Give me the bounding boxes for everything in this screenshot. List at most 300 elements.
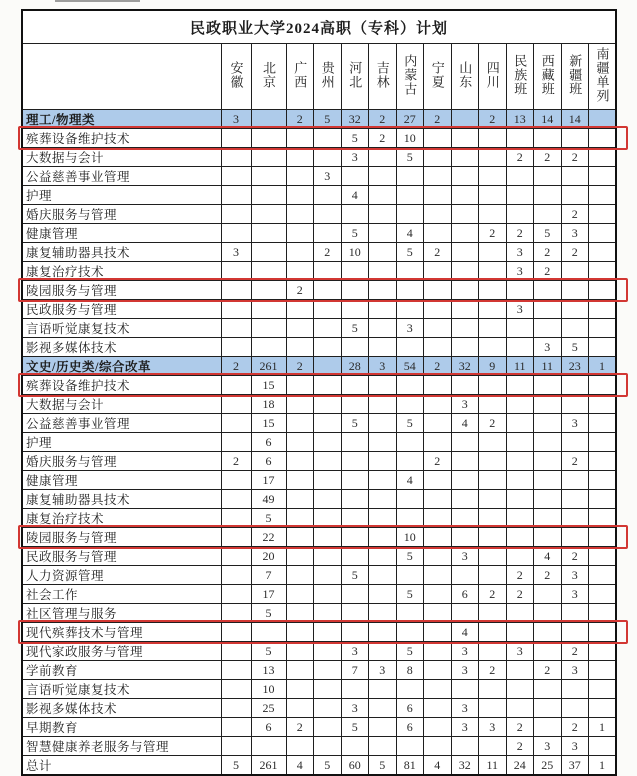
value-cell xyxy=(506,490,534,509)
value-cell: 3 xyxy=(341,148,369,167)
value-cell: 14 xyxy=(534,110,562,129)
value-cell: 18 xyxy=(251,395,286,414)
value-cell xyxy=(251,300,286,319)
value-cell xyxy=(479,338,507,357)
value-cell xyxy=(221,433,251,452)
value-cell xyxy=(561,167,589,186)
value-cell xyxy=(369,718,397,737)
value-cell xyxy=(534,699,562,718)
value-cell xyxy=(451,167,479,186)
value-cell: 4 xyxy=(424,756,452,776)
value-cell xyxy=(221,281,251,300)
row-label: 大数据与会计 xyxy=(22,148,221,167)
value-cell: 2 xyxy=(534,262,562,281)
table-title-row xyxy=(22,10,616,44)
table-row xyxy=(22,452,616,471)
value-cell xyxy=(506,376,534,395)
value-cell xyxy=(396,281,424,300)
value-cell xyxy=(424,205,452,224)
value-cell xyxy=(369,547,397,566)
value-cell: 5 xyxy=(561,338,589,357)
value-cell xyxy=(589,642,617,661)
row-label: 殡葬设备维护技术 xyxy=(22,376,221,395)
value-cell xyxy=(286,471,314,490)
value-cell xyxy=(506,471,534,490)
value-cell xyxy=(451,262,479,281)
column-header-text: 南疆单列 xyxy=(594,46,610,103)
value-cell: 2 xyxy=(561,718,589,737)
value-cell xyxy=(589,243,617,262)
value-cell xyxy=(589,547,617,566)
value-cell xyxy=(369,148,397,167)
value-cell xyxy=(424,376,452,395)
value-cell xyxy=(534,623,562,642)
value-cell xyxy=(534,300,562,319)
value-cell xyxy=(479,205,507,224)
value-cell: 6 xyxy=(251,718,286,737)
table-row xyxy=(22,661,616,680)
value-cell xyxy=(286,395,314,414)
value-cell xyxy=(589,661,617,680)
value-cell xyxy=(451,186,479,205)
value-cell xyxy=(424,395,452,414)
value-cell xyxy=(314,186,342,205)
value-cell xyxy=(589,376,617,395)
value-cell xyxy=(286,129,314,148)
value-cell xyxy=(286,680,314,699)
value-cell xyxy=(396,452,424,471)
value-cell xyxy=(589,148,617,167)
value-cell: 5 xyxy=(341,224,369,243)
value-cell xyxy=(424,547,452,566)
value-cell xyxy=(369,623,397,642)
table-row xyxy=(22,547,616,566)
value-cell xyxy=(369,490,397,509)
value-cell xyxy=(396,262,424,281)
value-cell: 5 xyxy=(251,509,286,528)
value-cell: 2 xyxy=(479,224,507,243)
value-cell: 5 xyxy=(396,243,424,262)
value-cell xyxy=(506,338,534,357)
table-row xyxy=(22,186,616,205)
value-cell xyxy=(221,642,251,661)
value-cell xyxy=(534,680,562,699)
value-cell xyxy=(561,509,589,528)
value-cell: 2 xyxy=(314,243,342,262)
value-cell xyxy=(286,433,314,452)
value-cell xyxy=(506,129,534,148)
value-cell xyxy=(286,186,314,205)
value-cell xyxy=(251,623,286,642)
value-cell xyxy=(221,224,251,243)
row-label: 总计 xyxy=(22,756,221,776)
row-label: 殡葬设备维护技术 xyxy=(22,129,221,148)
value-cell: 13 xyxy=(506,110,534,129)
value-cell xyxy=(479,433,507,452)
value-cell: 4 xyxy=(286,756,314,776)
value-cell xyxy=(221,148,251,167)
table-row xyxy=(22,585,616,604)
value-cell: 2 xyxy=(506,566,534,585)
value-cell xyxy=(369,167,397,186)
value-cell xyxy=(561,490,589,509)
value-cell xyxy=(286,623,314,642)
value-cell: 5 xyxy=(396,547,424,566)
value-cell: 5 xyxy=(534,224,562,243)
value-cell xyxy=(286,604,314,623)
value-cell: 5 xyxy=(221,756,251,776)
value-cell: 27 xyxy=(396,110,424,129)
value-cell: 2 xyxy=(561,205,589,224)
table-row xyxy=(22,642,616,661)
column-header xyxy=(396,44,424,110)
value-cell xyxy=(314,718,342,737)
value-cell: 5 xyxy=(341,718,369,737)
value-cell: 32 xyxy=(341,110,369,129)
value-cell xyxy=(341,452,369,471)
value-cell xyxy=(341,604,369,623)
value-cell: 5 xyxy=(396,148,424,167)
value-cell xyxy=(221,509,251,528)
value-cell xyxy=(396,604,424,623)
value-cell xyxy=(561,433,589,452)
value-cell xyxy=(251,186,286,205)
value-cell: 2 xyxy=(561,148,589,167)
value-cell: 2 xyxy=(286,110,314,129)
value-cell xyxy=(534,414,562,433)
value-cell xyxy=(479,395,507,414)
row-label: 公益慈善事业管理 xyxy=(22,414,221,433)
value-cell: 2 xyxy=(506,224,534,243)
table-row xyxy=(22,680,616,699)
value-cell: 5 xyxy=(396,414,424,433)
section-row xyxy=(22,357,616,376)
value-cell xyxy=(534,205,562,224)
value-cell xyxy=(451,490,479,509)
corner-cell xyxy=(22,44,221,110)
value-cell xyxy=(451,319,479,338)
value-cell xyxy=(221,490,251,509)
value-cell xyxy=(424,433,452,452)
value-cell: 2 xyxy=(561,547,589,566)
value-cell xyxy=(506,205,534,224)
value-cell xyxy=(314,623,342,642)
row-label: 学前教育 xyxy=(22,661,221,680)
value-cell: 20 xyxy=(251,547,286,566)
value-cell xyxy=(506,604,534,623)
value-cell xyxy=(341,338,369,357)
value-cell: 2 xyxy=(561,452,589,471)
column-header-text: 河北 xyxy=(347,60,363,89)
value-cell xyxy=(534,433,562,452)
table-row xyxy=(22,528,616,547)
value-cell xyxy=(424,300,452,319)
value-cell: 2 xyxy=(561,243,589,262)
row-label: 民政服务与管理 xyxy=(22,300,221,319)
value-cell xyxy=(479,547,507,566)
value-cell xyxy=(341,281,369,300)
value-cell xyxy=(479,509,507,528)
value-cell xyxy=(534,509,562,528)
value-cell xyxy=(589,604,617,623)
value-cell: 15 xyxy=(251,414,286,433)
value-cell: 14 xyxy=(561,110,589,129)
value-cell xyxy=(534,281,562,300)
value-cell xyxy=(479,129,507,148)
value-cell xyxy=(424,471,452,490)
column-header xyxy=(341,44,369,110)
value-cell xyxy=(341,167,369,186)
value-cell xyxy=(314,642,342,661)
value-cell xyxy=(396,338,424,357)
row-label: 康复治疗技术 xyxy=(22,509,221,528)
value-cell xyxy=(369,224,397,243)
value-cell: 6 xyxy=(451,585,479,604)
value-cell: 11 xyxy=(534,357,562,376)
value-cell xyxy=(221,186,251,205)
value-cell: 3 xyxy=(506,243,534,262)
value-cell xyxy=(589,300,617,319)
value-cell xyxy=(286,642,314,661)
value-cell xyxy=(479,262,507,281)
value-cell xyxy=(506,433,534,452)
value-cell xyxy=(589,433,617,452)
value-cell xyxy=(589,737,617,756)
value-cell xyxy=(314,205,342,224)
value-cell: 2 xyxy=(506,585,534,604)
table-row xyxy=(22,699,616,718)
value-cell xyxy=(396,395,424,414)
value-cell xyxy=(561,471,589,490)
value-cell xyxy=(221,547,251,566)
value-cell: 3 xyxy=(451,718,479,737)
value-cell xyxy=(341,737,369,756)
value-cell xyxy=(451,566,479,585)
value-cell xyxy=(314,414,342,433)
value-cell: 261 xyxy=(251,357,286,376)
value-cell xyxy=(479,186,507,205)
row-label: 婚庆服务与管理 xyxy=(22,205,221,224)
value-cell xyxy=(589,281,617,300)
value-cell xyxy=(369,699,397,718)
value-cell: 5 xyxy=(341,414,369,433)
row-label: 陵园服务与管理 xyxy=(22,528,221,547)
value-cell xyxy=(314,680,342,699)
value-cell xyxy=(314,471,342,490)
row-label: 公益慈善事业管理 xyxy=(22,167,221,186)
row-label: 现代殡葬技术与管理 xyxy=(22,623,221,642)
value-cell xyxy=(534,376,562,395)
value-cell xyxy=(221,414,251,433)
value-cell xyxy=(479,300,507,319)
value-cell xyxy=(221,395,251,414)
value-cell xyxy=(589,585,617,604)
value-cell xyxy=(424,623,452,642)
column-header-text: 内蒙古 xyxy=(402,53,418,96)
column-header-text: 宁夏 xyxy=(429,60,445,89)
value-cell xyxy=(589,414,617,433)
value-cell xyxy=(589,623,617,642)
value-cell xyxy=(589,186,617,205)
value-cell: 3 xyxy=(561,737,589,756)
value-cell xyxy=(589,262,617,281)
value-cell xyxy=(251,205,286,224)
value-cell: 2 xyxy=(221,357,251,376)
value-cell: 32 xyxy=(451,756,479,776)
row-label: 社会工作 xyxy=(22,585,221,604)
value-cell: 17 xyxy=(251,471,286,490)
value-cell xyxy=(506,281,534,300)
scan-artifact xyxy=(55,0,140,2)
value-cell xyxy=(251,243,286,262)
value-cell xyxy=(424,604,452,623)
row-label: 康复辅助器具技术 xyxy=(22,490,221,509)
value-cell xyxy=(506,623,534,642)
value-cell: 2 xyxy=(506,718,534,737)
value-cell xyxy=(589,509,617,528)
row-label: 文史/历史类/综合改革 xyxy=(22,357,221,376)
value-cell xyxy=(424,661,452,680)
value-cell xyxy=(424,414,452,433)
value-cell: 3 xyxy=(506,262,534,281)
value-cell: 2 xyxy=(424,357,452,376)
value-cell xyxy=(451,300,479,319)
value-cell xyxy=(341,433,369,452)
row-label: 言语听觉康复技术 xyxy=(22,319,221,338)
value-cell: 3 xyxy=(396,319,424,338)
value-cell xyxy=(451,110,479,129)
value-cell: 5 xyxy=(314,110,342,129)
value-cell xyxy=(341,585,369,604)
value-cell xyxy=(221,338,251,357)
column-header xyxy=(251,44,286,110)
value-cell xyxy=(479,319,507,338)
value-cell xyxy=(251,281,286,300)
value-cell: 60 xyxy=(341,756,369,776)
row-label: 理工/物理类 xyxy=(22,110,221,129)
value-cell xyxy=(534,471,562,490)
value-cell xyxy=(286,699,314,718)
total-row xyxy=(22,756,616,776)
column-header xyxy=(534,44,562,110)
value-cell xyxy=(479,699,507,718)
value-cell xyxy=(286,585,314,604)
value-cell xyxy=(314,395,342,414)
value-cell: 24 xyxy=(506,756,534,776)
table-row xyxy=(22,205,616,224)
value-cell xyxy=(424,718,452,737)
value-cell xyxy=(221,129,251,148)
table-row xyxy=(22,148,616,167)
value-cell xyxy=(451,509,479,528)
value-cell xyxy=(479,471,507,490)
value-cell xyxy=(506,528,534,547)
value-cell: 5 xyxy=(251,642,286,661)
value-cell: 3 xyxy=(479,718,507,737)
value-cell xyxy=(286,509,314,528)
value-cell xyxy=(286,376,314,395)
value-cell xyxy=(251,129,286,148)
value-cell xyxy=(506,395,534,414)
value-cell xyxy=(589,205,617,224)
value-cell xyxy=(479,528,507,547)
table-row xyxy=(22,490,616,509)
value-cell xyxy=(424,680,452,699)
table-row xyxy=(22,167,616,186)
value-cell xyxy=(369,433,397,452)
value-cell xyxy=(251,338,286,357)
value-cell xyxy=(369,205,397,224)
value-cell xyxy=(479,452,507,471)
table-row xyxy=(22,281,616,300)
value-cell xyxy=(251,110,286,129)
value-cell: 3 xyxy=(534,338,562,357)
value-cell xyxy=(369,471,397,490)
value-cell: 22 xyxy=(251,528,286,547)
value-cell xyxy=(369,737,397,756)
value-cell xyxy=(561,319,589,338)
table-row xyxy=(22,319,616,338)
value-cell xyxy=(534,604,562,623)
value-cell xyxy=(534,167,562,186)
value-cell xyxy=(589,680,617,699)
value-cell xyxy=(396,376,424,395)
value-cell xyxy=(221,718,251,737)
value-cell xyxy=(314,585,342,604)
value-cell xyxy=(589,699,617,718)
value-cell xyxy=(424,338,452,357)
value-cell: 3 xyxy=(561,566,589,585)
value-cell xyxy=(589,129,617,148)
value-cell xyxy=(221,737,251,756)
value-cell: 4 xyxy=(451,623,479,642)
value-cell xyxy=(396,509,424,528)
section-row xyxy=(22,110,616,129)
table-row xyxy=(22,395,616,414)
value-cell xyxy=(369,452,397,471)
value-cell xyxy=(314,604,342,623)
row-label: 民政服务与管理 xyxy=(22,547,221,566)
value-cell xyxy=(369,300,397,319)
value-cell: 11 xyxy=(506,357,534,376)
value-cell xyxy=(286,452,314,471)
value-cell: 4 xyxy=(396,224,424,243)
column-header xyxy=(221,44,251,110)
table-row xyxy=(22,433,616,452)
column-header xyxy=(286,44,314,110)
value-cell xyxy=(286,300,314,319)
value-cell: 3 xyxy=(314,167,342,186)
value-cell: 7 xyxy=(341,661,369,680)
value-cell xyxy=(221,376,251,395)
row-label: 大数据与会计 xyxy=(22,395,221,414)
column-header-text: 广西 xyxy=(292,60,308,89)
table-row xyxy=(22,414,616,433)
column-header-row xyxy=(22,44,616,110)
value-cell xyxy=(314,699,342,718)
value-cell xyxy=(451,433,479,452)
value-cell: 2 xyxy=(479,661,507,680)
value-cell xyxy=(341,509,369,528)
value-cell xyxy=(286,148,314,167)
value-cell xyxy=(286,528,314,547)
value-cell xyxy=(221,167,251,186)
value-cell xyxy=(314,433,342,452)
value-cell xyxy=(314,661,342,680)
value-cell xyxy=(589,471,617,490)
value-cell xyxy=(451,737,479,756)
value-cell xyxy=(221,585,251,604)
